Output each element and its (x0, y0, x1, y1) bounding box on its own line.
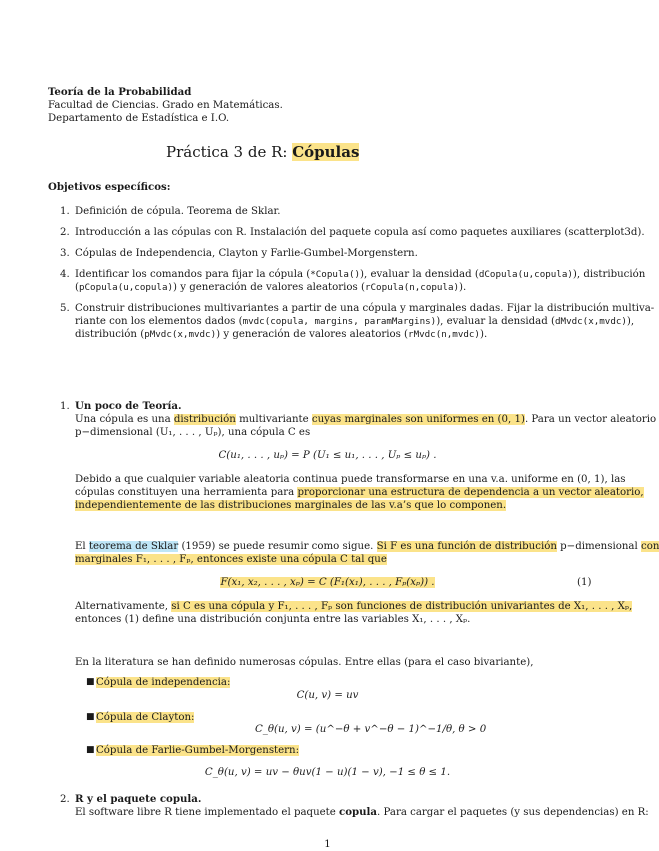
department-line: Departamento de Estadística e I.O. (48, 113, 230, 124)
bullet-icon: ■ (86, 677, 95, 687)
section-heading: R y el paquete copula. (75, 793, 202, 805)
highlight: con (640, 541, 659, 552)
objective-number: 3. (60, 248, 70, 259)
objective-item: Definición de cópula. Teorema de Sklar. (75, 206, 281, 217)
objective-item-cont: riante con los elementos dados (mvdc(copula, margins, paramMargins)), evaluar la densidad (dMvdc(x,mvdc)), (75, 316, 635, 327)
highlight: distribución (173, 414, 236, 425)
bullet-icon: ■ (86, 712, 95, 722)
objectives-heading: Objetivos específicos: (48, 181, 171, 193)
code-span: dMvdc(x,mvdc) (555, 316, 627, 327)
objective-number: 1. (60, 206, 70, 217)
page-title (166, 143, 655, 161)
paragraph-line: cópulas constituyen una herramienta para proporcionar una estructura de dependencia a un vector aleatorio, (75, 487, 644, 498)
objective-item: Identificar los comandos para fijar la cópula (*Copula()), evaluar la densidad (dCopula(u,copula)), distribución (75, 269, 646, 280)
section-number: 1. (60, 401, 70, 412)
code-span: pCopula(u,copula) (78, 282, 174, 293)
paragraph-line: Alternativamente, si C es una cópula y F₁, . . . , Fₚ son funciones de distribución univariantes de X₁, . . . , Xₚ, (75, 601, 633, 612)
objective-item: Construir distribuciones multivariantes a partir de una cópula y marginales dadas. Fijar la distribución multiva- (75, 303, 655, 314)
highlight: si C es una cópula y F₁, . . . , Fₚ son funciones de distribución univariantes de X₁, . . . , Xₚ, (171, 601, 633, 612)
code-span: mvdc(copula, margins, paramMargins) (242, 316, 437, 327)
equation-sklar: F(x₁, x₂, . . . , xₚ) = C (F₁(x₁), . . . , Fₚ(xₚ)) . (220, 577, 435, 588)
highlight: marginales F₁, . . . , Fₚ, entonces existe una cópula C tal que (75, 554, 387, 565)
title-prefix: Práctica 3 de R: (166, 143, 293, 161)
paragraph-line (75, 499, 655, 512)
paragraph-line: p−dimensional (U₁, . . . , Uₚ), una cópula C es (75, 427, 311, 438)
paragraph-line: entonces (1) define una distribución conjunta entre las variables X₁, . . . , Xₚ. (75, 614, 471, 625)
faculty-line: Facultad de Ciencias. Grado en Matemáticas. (48, 100, 283, 111)
bullet-icon: ■ (86, 745, 95, 755)
code-span: dCopula(u,copula) (478, 269, 573, 280)
paragraph-line: Debido a que cualquier variable aleatoria continua puede transformarse en una v.a. uniforme en (0, 1), las (75, 474, 626, 485)
highlight: proporcionar una estructura de dependencia a un vector aleatorio, (297, 487, 644, 498)
objective-number: 2. (60, 227, 70, 238)
objective-item-cont: (pCopula(u,copula)) y generación de valores aleatorios (rCopula(n,copula)). (75, 282, 467, 293)
copula-label: Cópula de independencia: (96, 677, 231, 688)
paragraph-line: Una cópula es una distribución multivariante cuyas marginales son uniformes en (0, 1). Para un vector aleatorio (75, 414, 657, 425)
code-span: *Copula() (310, 269, 361, 280)
copula-label: Cópula de Clayton: (96, 712, 195, 723)
equation-copula-def: C(u₁, . . . , uₚ) = P (U₁ ≤ u₁, . . . , Uₚ ≤ uₚ) . (218, 450, 437, 461)
equation-clayton: C_θ(u, v) = (u^−θ + v^−θ − 1)^−1/θ, θ > 0 (255, 724, 487, 735)
highlight: Si F es una función de distribución (376, 541, 557, 552)
course-title: Teoría de la Probabilidad (48, 86, 192, 98)
objective-item-cont: distribución (pMvdc(x,mvdc)) y generación de valores aleatorios (rMvdc(n,mvdc)). (75, 329, 488, 340)
code-span: rCopula(n,copula) (364, 282, 460, 293)
objective-number: 4. (60, 269, 70, 280)
paragraph-line: El teorema de Sklar (1959) se puede resumir como sigue. Si F es una función de distribución p−dimensional con (75, 541, 659, 552)
highlight: independientemente de las distribuciones marginales de las v.a’s que lo componen. (75, 500, 507, 511)
copula-label: Cópula de Farlie-Gumbel-Morgenstern: (96, 745, 300, 756)
objective-item: Introducción a las cópulas con R. Instalación del paquete copula así como paquetes auxiliares (scatterplot3d). (75, 227, 645, 238)
paragraph-line: El software libre R tiene implementado el paquete copula. Para cargar el paquetes (y sus dependencias) en R: (75, 806, 649, 818)
objective-item: Cópulas de Independencia, Clayton y Farlie-Gumbel-Morgenstern. (75, 248, 418, 259)
page-number: 1 (324, 839, 331, 850)
highlight-blue: teorema de Sklar (88, 541, 179, 552)
paragraph-line: En la literatura se han definido numerosas cópulas. Entre ellas (para el caso bivariante), (75, 657, 534, 668)
highlight: cuyas marginales son uniformes en (0, 1) (311, 414, 525, 425)
paragraph-line (75, 553, 655, 566)
objective-number: 5. (60, 303, 70, 314)
equation-fgm: C_θ(u, v) = uv − θuv(1 − u)(1 − v), −1 ≤ θ ≤ 1. (204, 767, 451, 778)
title-highlight: Cópulas (292, 143, 360, 161)
code-span: pMvdc(x,mvdc) (144, 329, 217, 340)
equation-independence: C(u, v) = uv (296, 690, 359, 701)
section-number: 2. (60, 794, 70, 805)
section-heading: Un poco de Teoría. (75, 400, 182, 412)
code-span: rMvdc(n,mvdc) (408, 329, 480, 340)
equation-number: (1) (577, 577, 592, 588)
